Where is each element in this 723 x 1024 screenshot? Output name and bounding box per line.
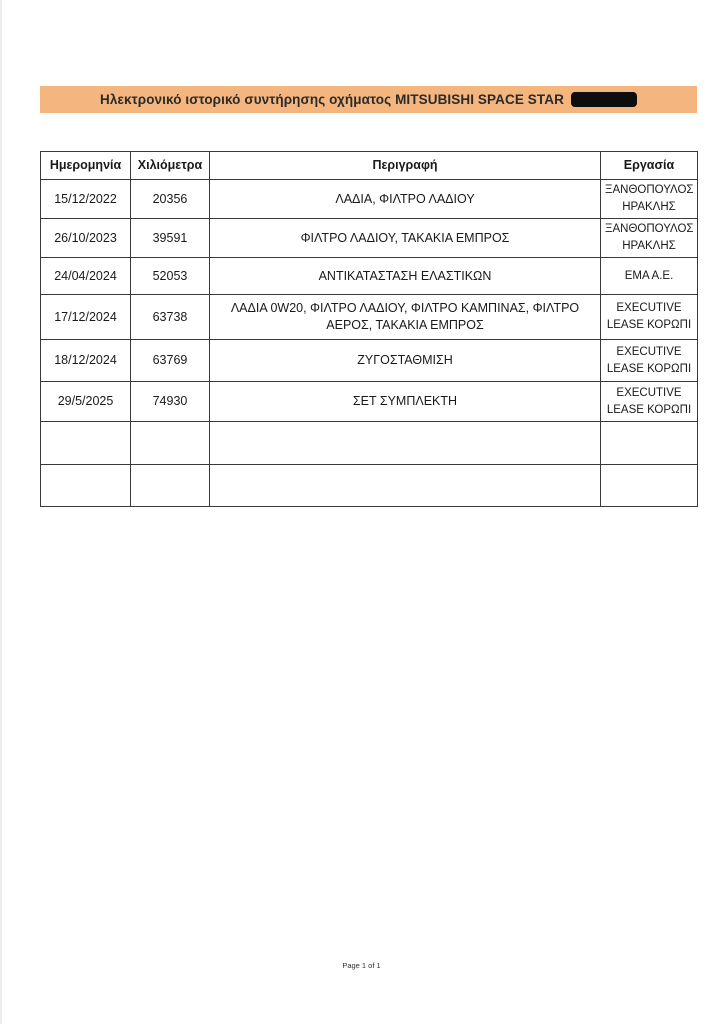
- cell-km: 52053: [131, 258, 210, 295]
- cell-km: 63769: [131, 340, 210, 382]
- cell-date: 26/10/2023: [41, 219, 131, 258]
- cell-date: 17/12/2024: [41, 295, 131, 340]
- cell-works: ΞΑΝΘΟΠΟΥΛΟΣ ΗΡΑΚΛΗΣ: [601, 219, 698, 258]
- cell-description: ΑΝΤΙΚΑΤΑΣΤΑΣΗ ΕΛΑΣΤΙΚΩΝ: [210, 258, 601, 295]
- cell-date: 18/12/2024: [41, 340, 131, 382]
- redacted-plate: [571, 92, 637, 107]
- cell-km: 74930: [131, 382, 210, 422]
- cell-date: [41, 422, 131, 465]
- table-row: [41, 422, 698, 465]
- cell-km: 20356: [131, 180, 210, 219]
- cell-km: [131, 422, 210, 465]
- cell-works: ΞΑΝΘΟΠΟΥΛΟΣ ΗΡΑΚΛΗΣ: [601, 180, 698, 219]
- cell-description: ΖΥΓΟΣΤΑΘΜΙΣΗ: [210, 340, 601, 382]
- cell-works: ΕΜΑ Α.Ε.: [601, 258, 698, 295]
- cell-date: 15/12/2022: [41, 180, 131, 219]
- cell-km: 63738: [131, 295, 210, 340]
- header-works: Εργασία: [601, 152, 698, 180]
- table-header-row: [41, 152, 698, 180]
- title-bar: [40, 86, 697, 113]
- cell-description: ΣΕΤ ΣΥΜΠΛΕΚΤΗ: [210, 382, 601, 422]
- cell-works: EXECUTIVE LEASE ΚΟΡΩΠΙ: [601, 295, 698, 340]
- cell-description: ΦΙΛΤΡΟ ΛΑΔΙΟΥ, ΤΑΚΑΚΙΑ ΕΜΠΡΟΣ: [210, 219, 601, 258]
- maintenance-table: [40, 151, 698, 507]
- cell-date: [41, 465, 131, 507]
- table-row: [41, 219, 698, 258]
- cell-date: 24/04/2024: [41, 258, 131, 295]
- cell-description: [210, 422, 601, 465]
- table-row: [41, 180, 698, 219]
- cell-description: [210, 465, 601, 507]
- cell-works: EXECUTIVE LEASE ΚΟΡΩΠΙ: [601, 382, 698, 422]
- table-row: [41, 258, 698, 295]
- document-title: Ηλεκτρονικό ιστορικό συντήρησης οχήματος MITSUBISHI SPACE STAR: [100, 92, 564, 107]
- cell-description: ΛΑΔΙΑ 0W20, ΦΙΛΤΡΟ ΛΑΔΙΟΥ, ΦΙΛΤΡΟ ΚΑΜΠΙΝΑΣ, ΦΙΛΤΡΟ ΑΕΡΟΣ, ΤΑΚΑΚΙΑ ΕΜΠΡΟΣ: [210, 295, 601, 340]
- table-row: [41, 340, 698, 382]
- table-row: [41, 382, 698, 422]
- header-date: Ημερομηνία: [41, 152, 131, 180]
- header-description: Περιγραφή: [210, 152, 601, 180]
- cell-works: [601, 465, 698, 507]
- cell-description: ΛΑΔΙΑ, ΦΙΛΤΡΟ ΛΑΔΙΟΥ: [210, 180, 601, 219]
- page-footer: Page 1 of 1: [342, 961, 381, 970]
- cell-km: [131, 465, 210, 507]
- cell-date: 29/5/2025: [41, 382, 131, 422]
- cell-works: [601, 422, 698, 465]
- header-km: Χιλιόμετρα: [131, 152, 210, 180]
- cell-km: 39591: [131, 219, 210, 258]
- cell-works: EXECUTIVE LEASE ΚΟΡΩΠΙ: [601, 340, 698, 382]
- table-row: [41, 465, 698, 507]
- table-row: [41, 295, 698, 340]
